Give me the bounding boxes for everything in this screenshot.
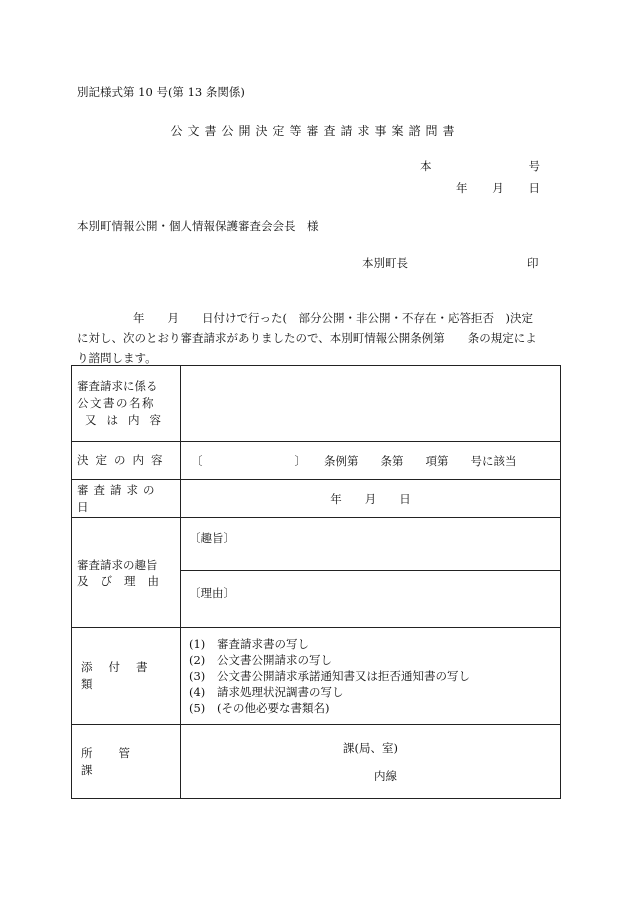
attachment-list bbox=[181, 628, 560, 724]
document-number bbox=[420, 158, 540, 174]
label-purpose-reason bbox=[72, 518, 181, 628]
form-id: 別記様式第 10 号(第 13 条関係) bbox=[77, 85, 245, 99]
item-number: (2) bbox=[189, 653, 206, 667]
label-line: 所管課 bbox=[81, 745, 156, 777]
inquiry-form-table bbox=[71, 365, 561, 799]
label-request-date bbox=[72, 480, 181, 518]
item-number: (1) bbox=[189, 637, 206, 651]
bracket-close: 〕 bbox=[294, 453, 306, 468]
date-month: 月 bbox=[492, 181, 504, 195]
value-reason[interactable] bbox=[181, 571, 561, 628]
label-line: 又は内容 bbox=[85, 413, 171, 427]
list-item bbox=[189, 700, 560, 716]
row-department bbox=[72, 725, 561, 799]
row-purpose bbox=[72, 518, 561, 571]
item-text: (その他必要な書類名) bbox=[217, 701, 330, 715]
label-line: 決定の内容 bbox=[77, 453, 170, 467]
value-request-date[interactable]: 年 月 日 bbox=[181, 480, 561, 518]
label-document-name bbox=[72, 366, 181, 442]
item-text: 請求処理状況調書の写し bbox=[217, 685, 344, 699]
label-line: 審査請求の趣旨 bbox=[77, 557, 158, 572]
number-prefix: 本 bbox=[420, 159, 432, 173]
bracket-open: 〔 bbox=[191, 453, 203, 468]
addressee: 本別町情報公開・個人情報保護審査会会長 様 bbox=[77, 219, 319, 233]
date-day: 日 bbox=[528, 181, 540, 195]
label-line: 審査請求の日 bbox=[77, 482, 160, 514]
jou-label: 条第 bbox=[380, 453, 404, 468]
body-line-1: 年 月 日付けで行った( 部分公開・非公開・不存在・応答拒否 )決定 bbox=[133, 311, 533, 325]
item-number: (4) bbox=[189, 685, 206, 699]
article-label: 条例第 bbox=[324, 453, 359, 468]
value-purpose[interactable] bbox=[181, 518, 561, 571]
list-item bbox=[189, 652, 560, 668]
body-line-2: に対し、次のとおり審査請求がありましたので、本別町情報公開条例第 条の規定によ bbox=[77, 331, 537, 345]
list-item bbox=[189, 668, 560, 684]
document-title: 公文書公開決定等審査請求事案諮問書 bbox=[170, 124, 460, 138]
item-text: 審査請求書の写し bbox=[217, 637, 309, 651]
label-line: 審査請求に係る bbox=[77, 379, 158, 393]
kou-label: 項第 bbox=[425, 453, 449, 468]
label-attachments bbox=[72, 628, 181, 725]
label-department bbox=[72, 725, 181, 799]
row-attachments bbox=[72, 628, 561, 725]
row-decision bbox=[72, 442, 561, 480]
item-text: 公文書公開請求の写し bbox=[217, 653, 332, 667]
seal-mark: 印 bbox=[527, 256, 539, 270]
document-date bbox=[456, 180, 540, 196]
item-text: 公文書公開請求承諾通知書又は拒否通知書の写し bbox=[217, 669, 470, 683]
body-paragraph bbox=[77, 308, 563, 368]
date-year: 年 bbox=[456, 181, 468, 195]
number-suffix: 号 bbox=[528, 159, 540, 173]
row-document-name bbox=[72, 366, 561, 442]
extension-line: 内線 bbox=[374, 768, 397, 783]
department-line: 課(局、室) bbox=[343, 740, 398, 755]
value-decision[interactable] bbox=[181, 442, 561, 480]
sender-name: 本別町長 bbox=[362, 256, 408, 270]
label-line: 添付書類 bbox=[81, 660, 164, 691]
label-line: 公文書の名称 bbox=[77, 396, 155, 410]
list-item bbox=[189, 684, 560, 700]
purpose-heading: 〔趣旨〕 bbox=[189, 531, 235, 545]
label-line: 及び理由 bbox=[77, 573, 171, 588]
gou-label: 号に該当 bbox=[470, 453, 517, 468]
label-decision bbox=[72, 442, 181, 480]
item-number: (3) bbox=[189, 669, 206, 683]
value-department[interactable] bbox=[181, 725, 561, 799]
value-attachments bbox=[181, 628, 561, 725]
reason-heading: 〔理由〕 bbox=[189, 586, 235, 600]
body-line-3: り諮問します。 bbox=[77, 351, 157, 365]
value-document-name[interactable] bbox=[181, 366, 561, 442]
row-request-date bbox=[72, 480, 561, 518]
list-item bbox=[189, 636, 560, 652]
item-number: (5) bbox=[189, 701, 206, 715]
